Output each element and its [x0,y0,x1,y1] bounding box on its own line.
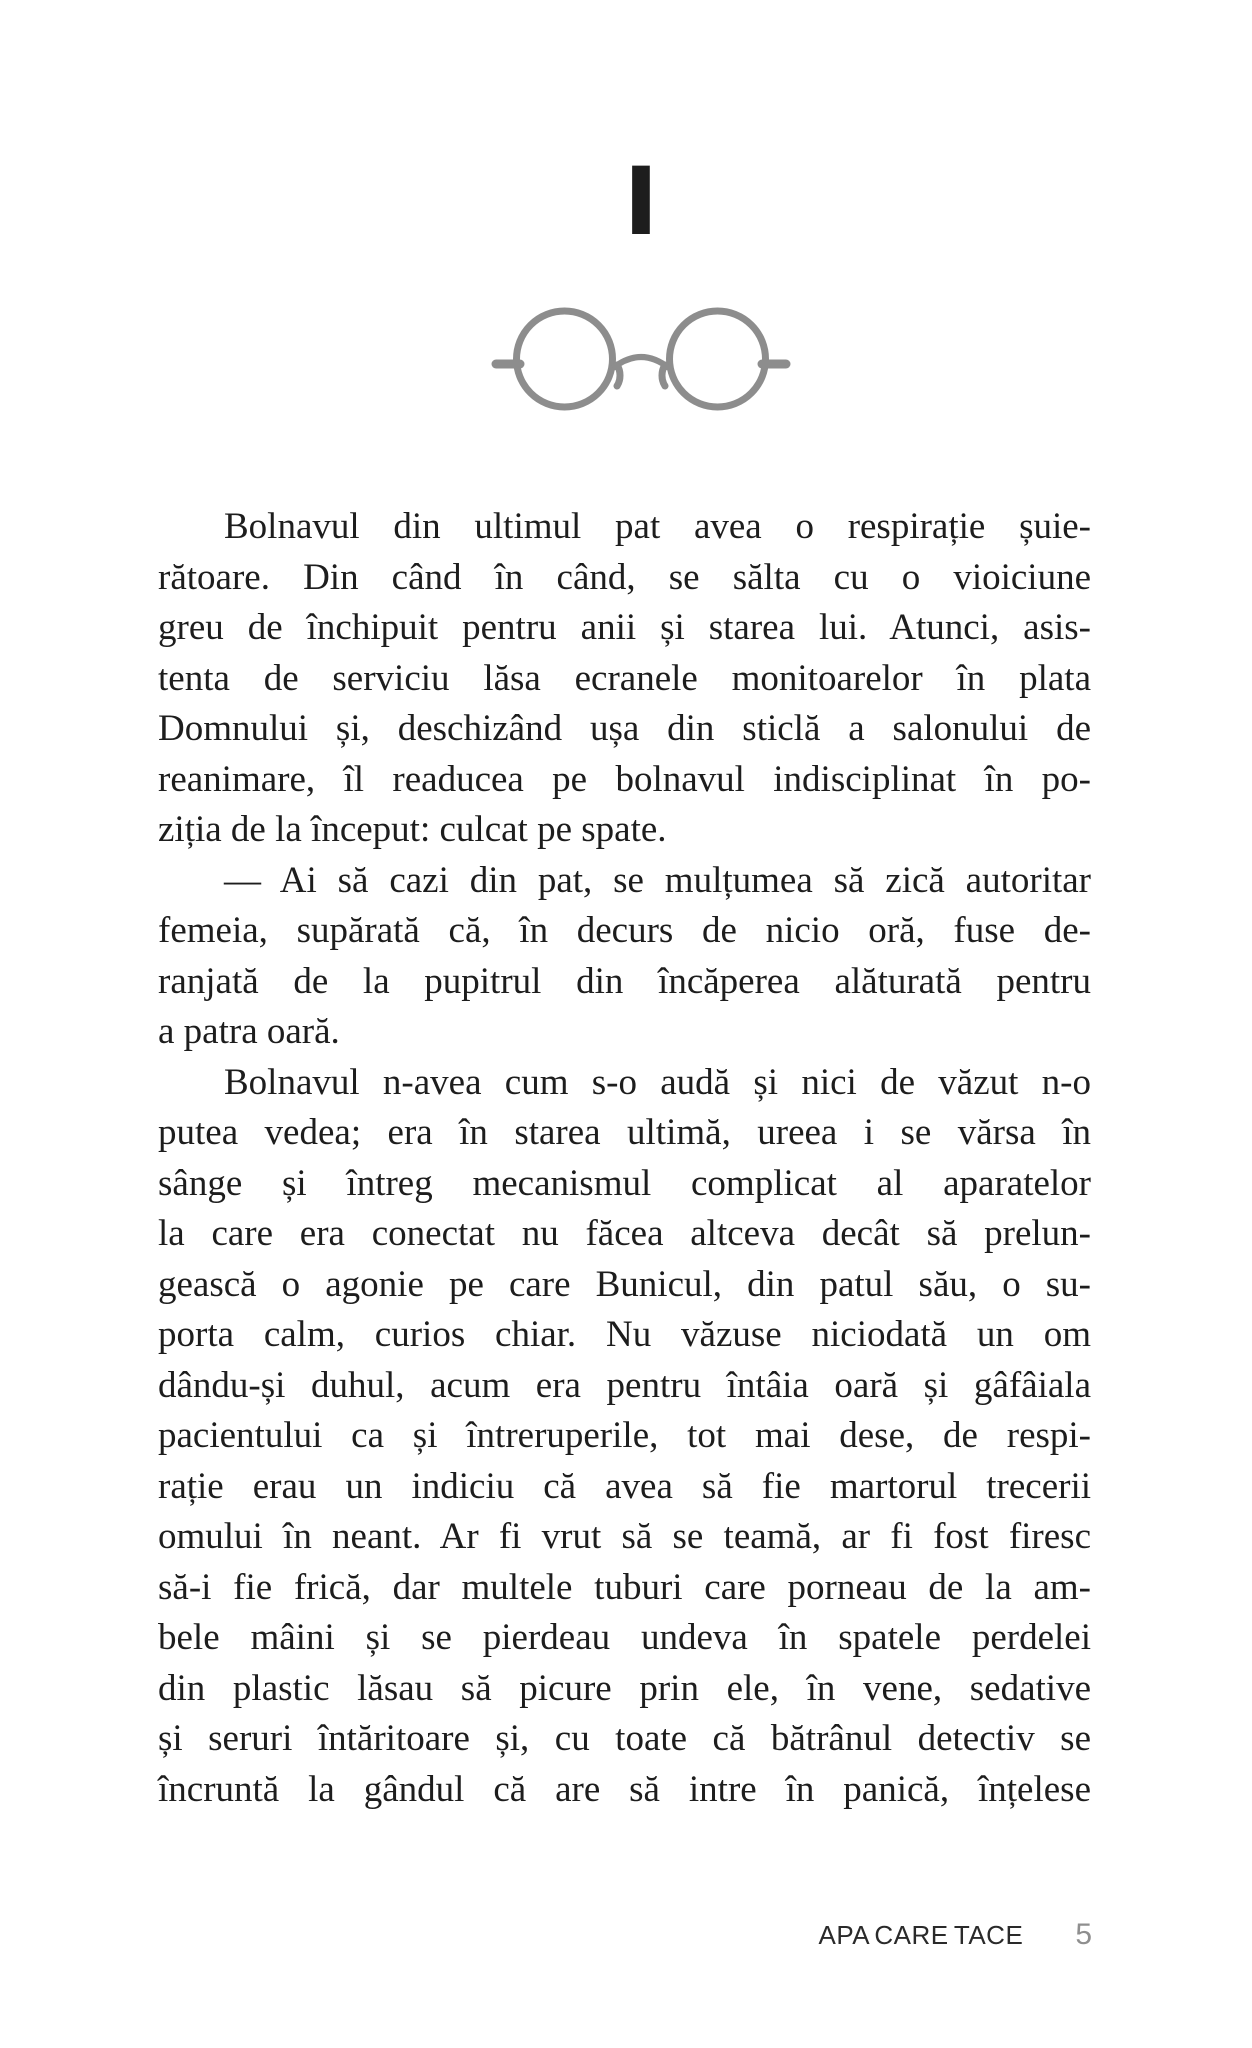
text-line: femeia, supărată că, în decurs de nicio oră, fuse de- [158,910,1091,951]
text-line: pacientului ca și întreruperile, tot mai dese, de respi- [158,1415,1091,1456]
text-line: rătoare. Din când în când, se sălta cu o vioiciune [158,556,1091,598]
text-line: bele mâini și se pierdeau undeva în spatele perdelei [158,1617,1091,1658]
text-line: la care era conectat nu făcea altceva decât să prelun- [158,1213,1091,1254]
text-line: tenta de serviciu lăsa ecranele monitoarelor în plata [158,657,1091,699]
text-line: greu de închipuit pentru anii și starea lui. Atunci, asis- [158,607,1091,648]
page-footer [158,1918,1092,1952]
text-line: gească o agonie pe care Bunicul, din patul său, o su- [158,1263,1091,1305]
left-nose-pad [617,365,620,386]
text-line: și seruri întăritoare și, cu toate că bătrânul detectiv se [158,1718,1091,1759]
text-line: — Ai să cazi din pat, se mulțumea să zică autoritar [224,859,1091,901]
text-line: ranjată de la pupitrul din încăperea alăturată pentru [158,960,1091,1002]
text-line: Bolnavul din ultimul pat avea o respirație șuie- [224,506,1091,547]
text-line: încruntă la gândul că are să intre în panică, înțelese [158,1768,1091,1810]
text-line: să-i fie frică, dar multele tuburi care porneau de la am- [158,1566,1091,1608]
glasses-icon [491,302,791,414]
text-line: din plastic lăsau să picure prin ele, în vene, sedative [158,1667,1091,1709]
right-nose-pad [662,365,665,386]
text-line: putea vedea; era în starea ultimă, ureea i se vărsa în [158,1112,1091,1153]
text-line: reanimare, îl readucea pe bolnavul indisciplinat în po- [158,758,1091,800]
text-line: Domnului și, deschizând ușa din sticlă a salonului de [158,708,1091,749]
text-line: ziția de la început: culcat pe spate. [158,809,667,850]
left-lens [517,311,613,407]
text-line: dându-și duhul, acum era pentru întâia oară și gâfâiala [158,1364,1091,1406]
text-line: Bolnavul n-avea cum s-o audă și nici de văzut n-o [224,1061,1091,1103]
right-lens [670,311,766,407]
page-number: 5 [1075,1918,1092,1951]
text-line: sânge și întreg mecanismul complicat al aparatelor [158,1162,1091,1204]
text-line: rație erau un indiciu că avea să fie martorul trecerii [158,1465,1091,1507]
text-line: omului în neant. Ar fi vrut să se teamă, ar fi fost firesc [158,1516,1091,1557]
body-text [158,502,1091,1815]
text-line: porta calm, curios chiar. Nu văzuse niciodată un om [158,1314,1091,1355]
text-line: a patra oară. [158,1011,340,1052]
chapter-number: I [623,148,659,257]
running-book-title: APA CARE TACE [818,1920,1024,1950]
